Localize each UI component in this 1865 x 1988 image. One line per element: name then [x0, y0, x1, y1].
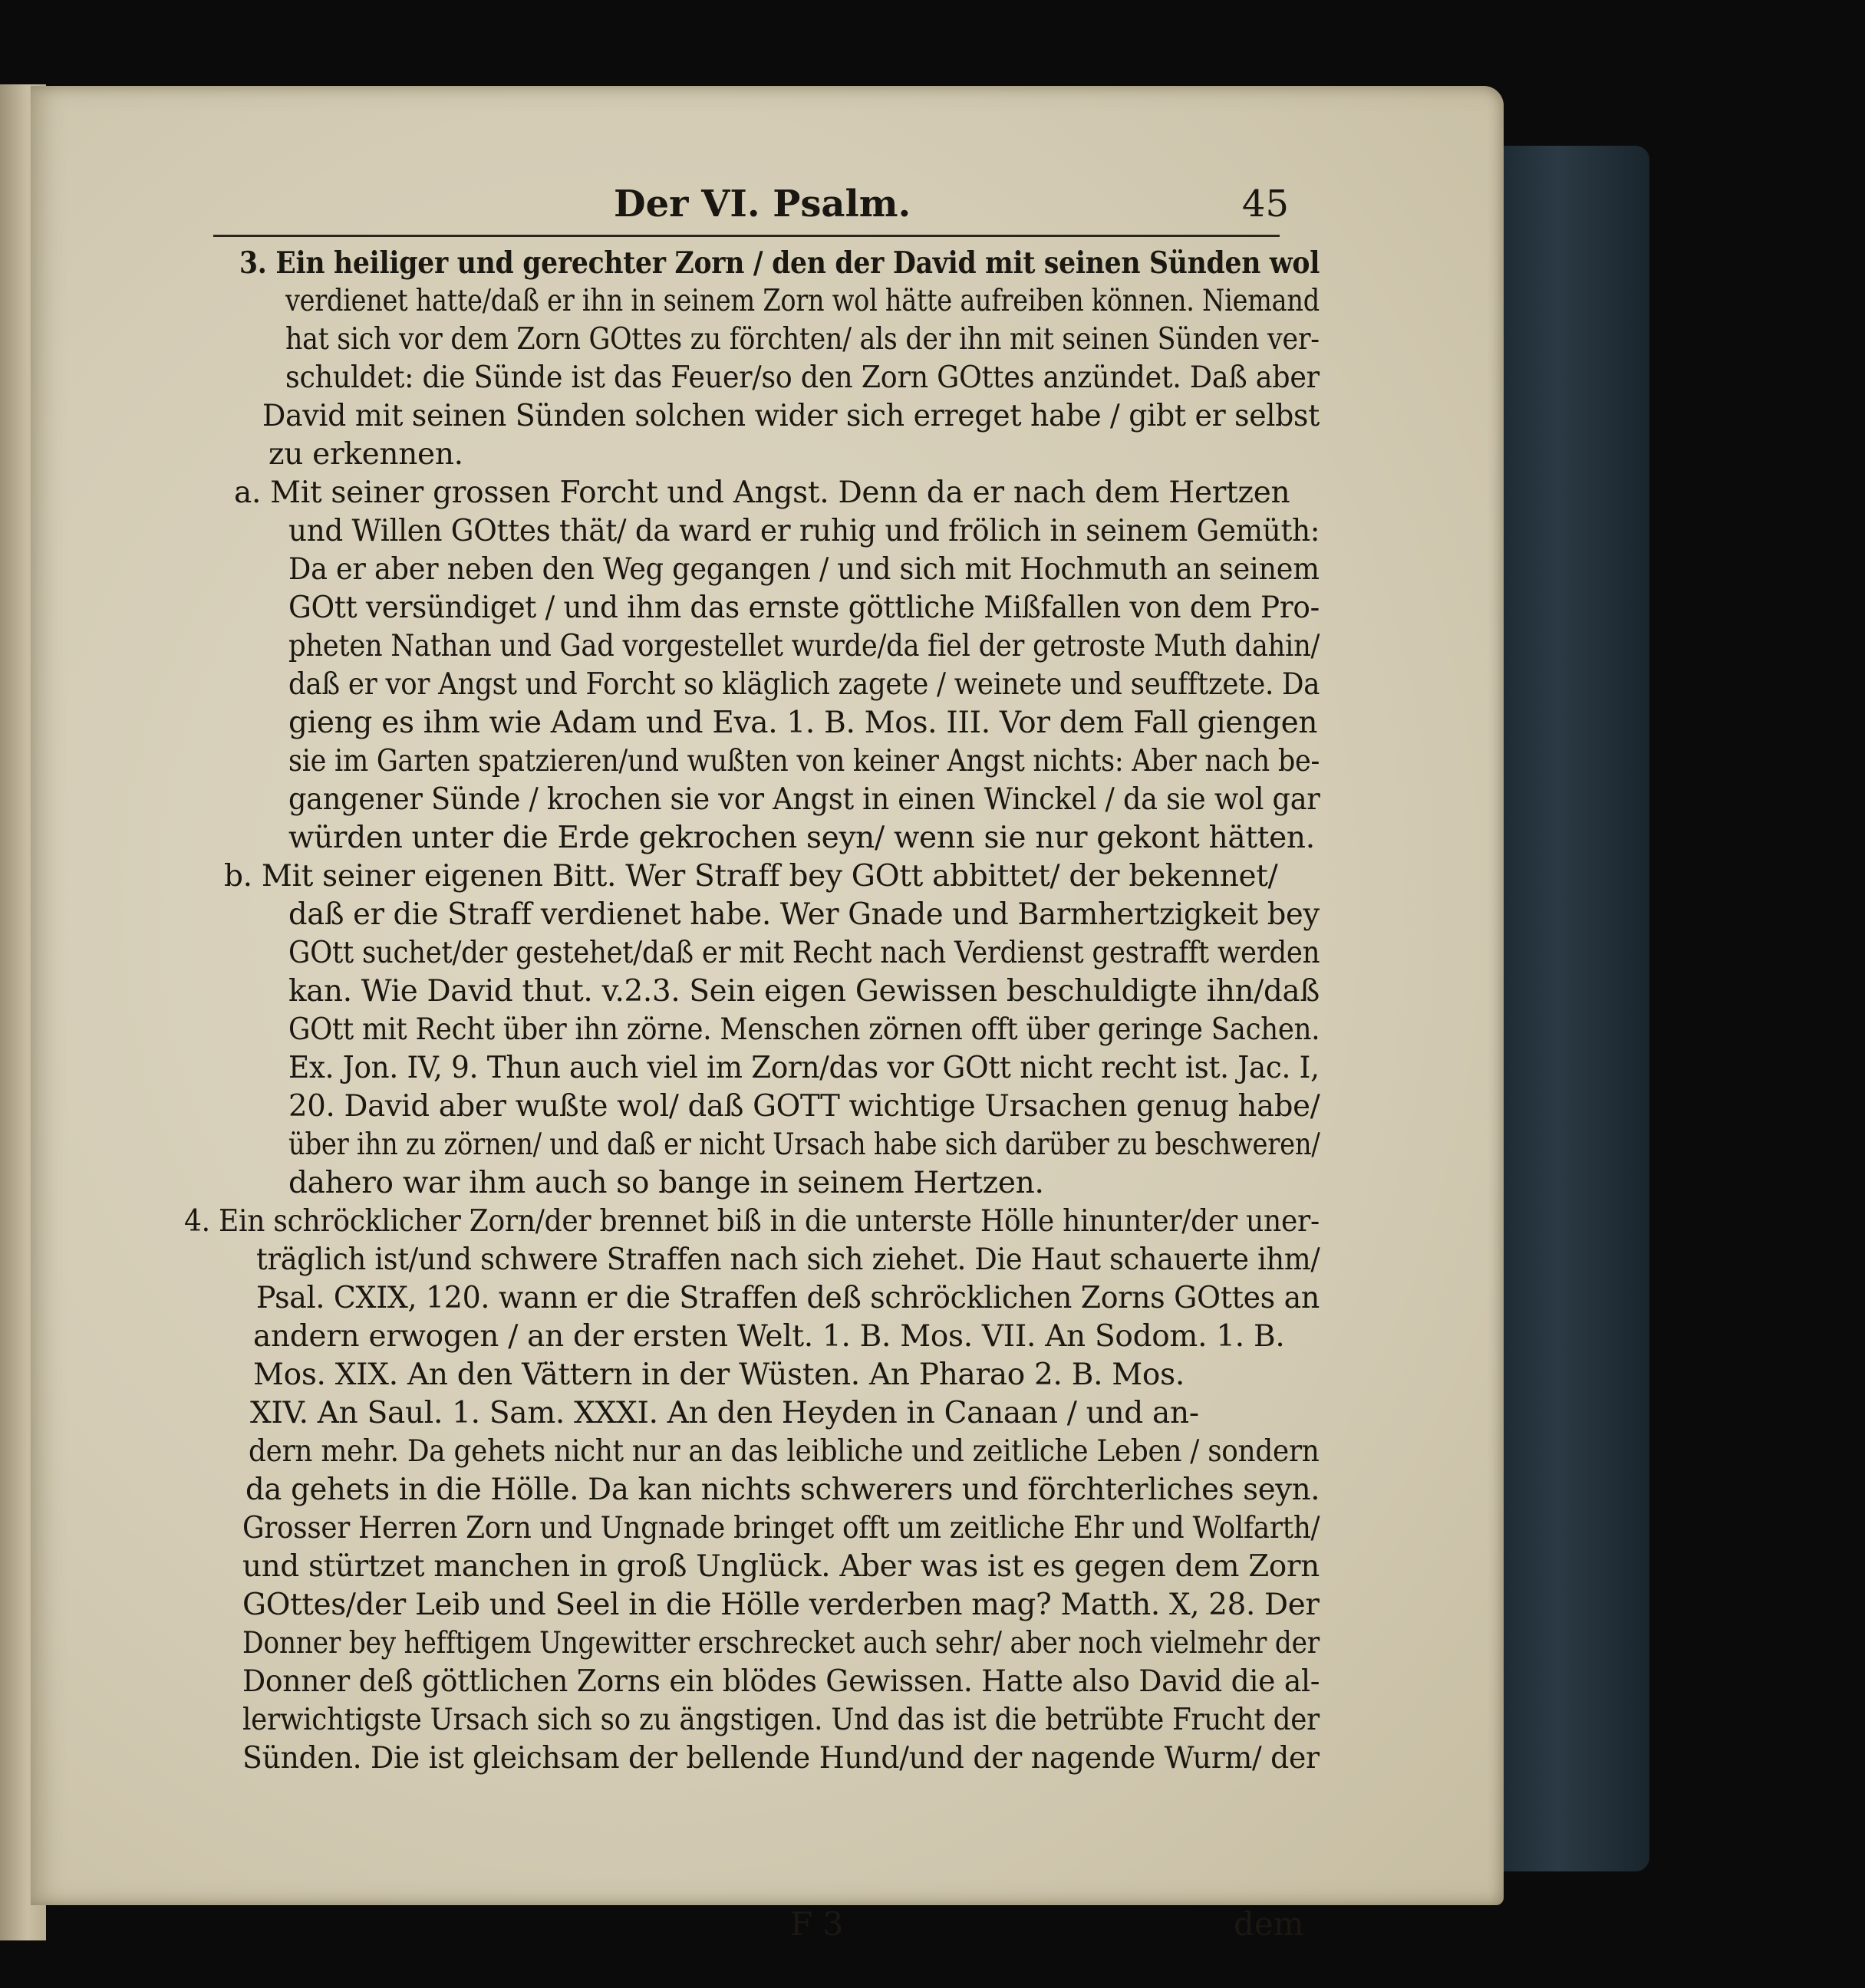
text-line: XIV. An Saul. 1. Sam. XXXI. An den Heyden in Canaan / und an- — [250, 1396, 1199, 1430]
text-line: 3. Ein heiliger und gerechter Zorn / den der David mit seinen Sünden wol — [239, 245, 1320, 281]
text-line: andern erwogen / an der ersten Welt. 1. B. Mos. VII. An Sodom. 1. B. — [253, 1319, 1285, 1354]
text-line: Donner bey hefftigem Ungewitter erschrecket auch sehr/ aber noch vielmehr der — [242, 1626, 1320, 1661]
text-line: dahero war ihm auch so bange in seinem Hertzen. — [288, 1166, 1044, 1200]
text-line: sie im Garten spatzieren/und wußten von keiner Angst nichts: Aber nach be- — [288, 744, 1320, 778]
text-line: würden unter die Erde gekrochen seyn/ wenn sie nur gekont hätten. — [288, 821, 1315, 855]
text-line: und Willen GOttes thät/ da ward er ruhig und frölich in seinem Gemüth: — [288, 514, 1320, 548]
text-line: da gehets in die Hölle. Da kan nichts schwerers und förchterliches seyn. — [245, 1473, 1320, 1507]
text-line: b. Mit seiner eigenen Bitt. Wer Straff bey GOtt abbittet/ der bekennet/ — [224, 859, 1278, 894]
text-line: gieng es ihm wie Adam und Eva. 1. B. Mos. III. Vor dem Fall giengen — [288, 706, 1318, 740]
text-line: David mit seinen Sünden solchen wider sich erreget habe / gibt er selbst — [262, 399, 1320, 433]
page-number: 45 — [1241, 183, 1289, 225]
text-line: kan. Wie David thut. v.2.3. Sein eigen Gewissen beschuldigte ihn/daß — [288, 974, 1320, 1009]
text-line: 20. David aber wußte wol/ daß GOTT wichtige Ursachen genug habe/ — [288, 1089, 1320, 1124]
text-line: Sünden. Die ist gleichsam der bellende Hund/und der nagende Wurm/ der — [242, 1741, 1320, 1776]
text-line: zu erkennen. — [269, 437, 463, 472]
text-line: verdienet hatte/daß er ihn in seinem Zorn wol hätte aufreiben können. Niemand — [285, 284, 1320, 318]
text-line: pheten Nathan und Gad vorgestellet wurde/da fiel der getroste Muth dahin/ — [288, 629, 1320, 663]
text-line: Ex. Jon. IV, 9. Thun auch viel im Zorn/das vor GOtt nicht recht ist. Jac. I, — [288, 1051, 1320, 1085]
running-title: Der VI. Psalm. — [614, 183, 911, 225]
text-line: schuldet: die Sünde ist das Feuer/so den Zorn GOttes anzündet. Daß aber — [285, 360, 1320, 395]
text-line: Donner deß göttlichen Zorns ein blödes Gewissen. Hatte also David die al- — [242, 1664, 1320, 1699]
text-line: Mos. XIX. An den Vättern in der Wüsten. An Pharao 2. B. Mos. — [253, 1358, 1185, 1392]
text-line: 4. Ein schröcklicher Zorn/der brennet biß in die unterste Hölle hinunter/der uner- — [184, 1204, 1320, 1239]
signature-mark: F 3 — [790, 1905, 844, 1943]
text-line: daß er vor Angst und Forcht so kläglich zagete / weinete und seufftzete. Da — [288, 667, 1320, 702]
text-line: a. Mit seiner grossen Forcht und Angst. Denn da er nach dem Hertzen — [234, 476, 1290, 510]
text-line: lerwichtigste Ursach sich so zu ängstigen. Und das ist die betrübte Frucht der — [242, 1703, 1320, 1737]
text-line: Grosser Herren Zorn und Ungnade bringet offt um zeitliche Ehr und Wolfarth/ — [242, 1511, 1320, 1545]
text-line: GOtt mit Recht über ihn zörne. Menschen zörnen offt über geringe Sachen. — [288, 1012, 1320, 1047]
text-line: daß er die Straff verdienet habe. Wer Gnade und Barmhertzigkeit bey — [288, 897, 1320, 932]
text-line: träglich ist/und schwere Straffen nach sich ziehet. Die Haut schauerte ihm/ — [256, 1242, 1320, 1277]
text-line: über ihn zu zörnen/ und daß er nicht Ursach habe sich darüber zu beschweren/ — [288, 1127, 1320, 1162]
book-cover-edge — [1496, 146, 1649, 1871]
text-line: Psal. CXIX, 120. wann er die Straffen deß schröcklichen Zorns GOttes an — [256, 1281, 1320, 1315]
page-header — [614, 183, 1289, 229]
text-line: und stürtzet manchen in groß Unglück. Aber was ist es gegen dem Zorn — [242, 1549, 1320, 1584]
text-line: gangener Sünde / krochen sie vor Angst in einen Winckel / da sie wol gar — [288, 782, 1320, 817]
catchword: dem — [1234, 1905, 1304, 1943]
text-line: dern mehr. Da gehets nicht nur an das leibliche und zeitliche Leben / sondern — [249, 1434, 1320, 1469]
header-rule — [213, 235, 1280, 237]
text-line: GOtt suchet/der gestehet/daß er mit Recht nach Verdienst gestrafft werden — [288, 936, 1320, 970]
text-line: GOttes/der Leib und Seel in die Hölle verderben mag? Matth. X, 28. Der — [242, 1588, 1320, 1622]
text-line: GOtt versündiget / und ihm das ernste göttliche Mißfallen von dem Pro- — [288, 591, 1320, 625]
text-line: Da er aber neben den Weg gegangen / und sich mit Hochmuth an seinem — [288, 552, 1320, 587]
text-line: hat sich vor dem Zorn GOttes zu förchten/ als der ihn mit seinen Sünden ver- — [285, 322, 1320, 357]
